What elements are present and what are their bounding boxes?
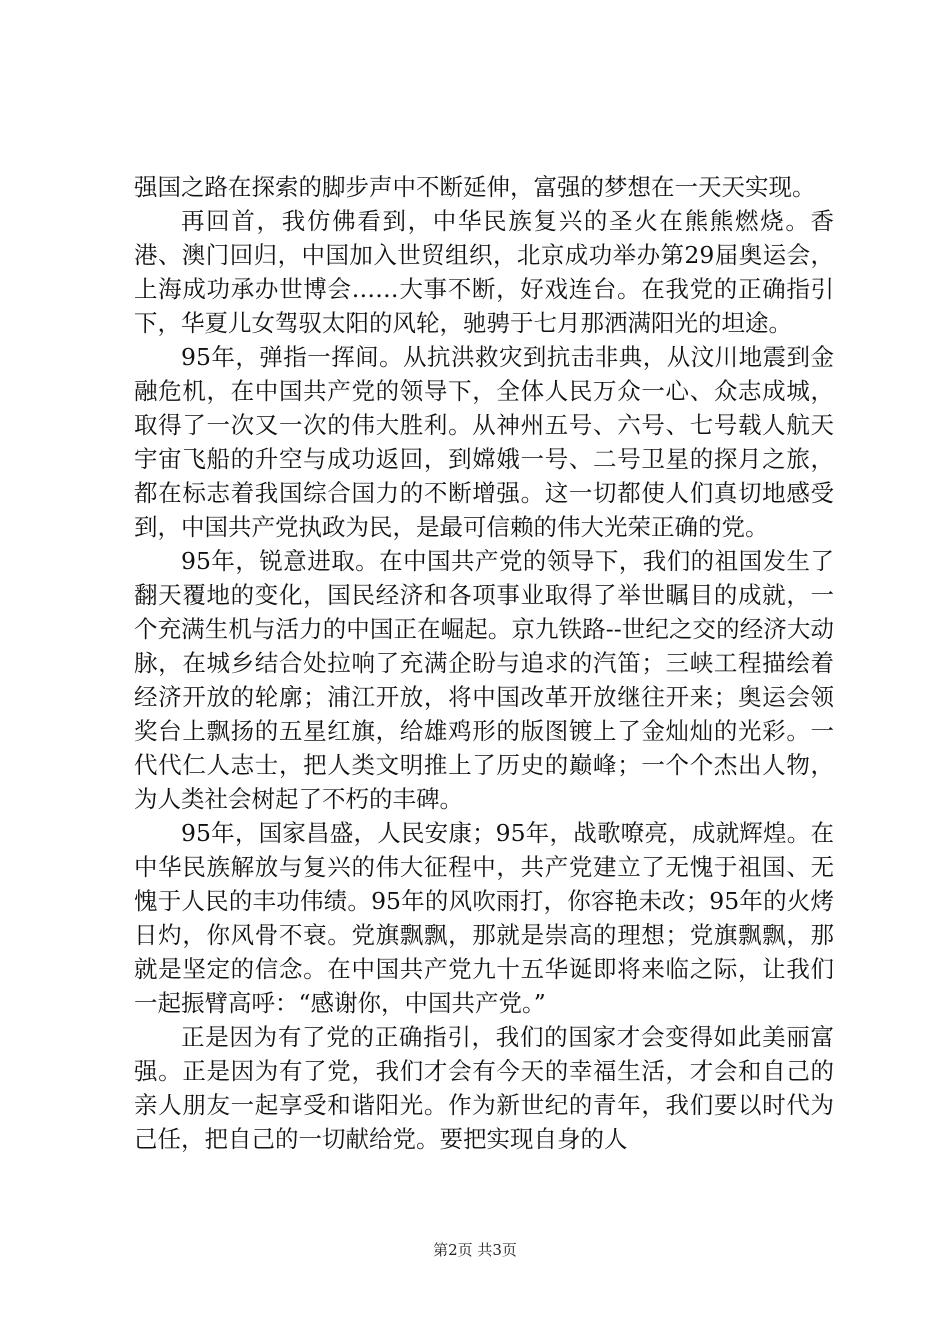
paragraph-95-years-victories: 95年，弹指一挥间。从抗洪救灾到抗击非典，从汶川地震到金融危机，在中国共产党的领导下，全体人民万众一心、众志成城，取得了一次又一次的伟大胜利。从神州五号、六号、七号载人航天宇宙飞船的升空与成功返回，到嫦娥一号、二号卫星的探月之旅，都在标志着我国综合国力的不断增强。这一切都使人们真切地感受到，中国共产党执政为民，是最可信赖的伟大光荣正确的党。	[134, 343, 834, 541]
paragraph-continued: 强国之路在探索的脚步声中不断延伸，富强的梦想在一天天实现。	[134, 173, 816, 201]
paragraph-gratitude: 正是因为有了党的正确指引，我们的国家才会变得如此美丽富强。正是因为有了党，我们才会有今天的幸福生活，才会和自己的亲人朋友一起享受和谐阳光。作为新世纪的青年，我们要以时代为己任，把自己的一切献给党。要把实现自身的人	[134, 1023, 834, 1153]
paragraph-95-years-progress: 95年，锐意进取。在中国共产党的领导下，我们的祖国发生了翻天覆地的变化，国民经济和各项事业取得了举世瞩目的成就，一个充满生机与活力的中国正在崛起。京九铁路--世纪之交的经济大动脉，在城乡结合处拉响了充满企盼与追求的汽笛；三峡工程描绘着经济开放的轮廓；浦江开放，将中国改革开放继往开来；奥运会领奖台上飘扬的五星红旗，给雄鸡形的版图镀上了金灿灿的光彩。一代代仁人志士，把人类文明推上了历史的巅峰；一个个杰出人物，为人类社会树起了不朽的丰碑。	[134, 547, 834, 813]
document-body	[134, 170, 834, 1156]
paragraph-95-years-prosperity: 95年，国家昌盛，人民安康；95年，战歌嘹亮，成就辉煌。在中华民族解放与复兴的伟大征程中，共产党建立了无愧于祖国、无愧于人民的丰功伟绩。95年的风吹雨打，你容艳未改；95年的火烤日灼，你风骨不衰。党旗飘飘，那就是崇高的理想；党旗飘飘，那就是坚定的信念。在中国共产党九十五华诞即将来临之际，让我们一起振臂高呼：“感谢你，中国共产党。”	[134, 819, 834, 1017]
page-number-footer: 第2页 共3页	[433, 1241, 517, 1259]
paragraph-retrospect: 再回首，我仿佛看到，中华民族复兴的圣火在熊熊燃烧。香港、澳门回归，中国加入世贸组织，北京成功举办第29届奥运会，上海成功承办世博会……大事不断，好戏连台。在我党的正确指引下，华夏儿女驾驭太阳的风轮，驰骋于七月那洒满阳光的坦途。	[134, 207, 834, 337]
